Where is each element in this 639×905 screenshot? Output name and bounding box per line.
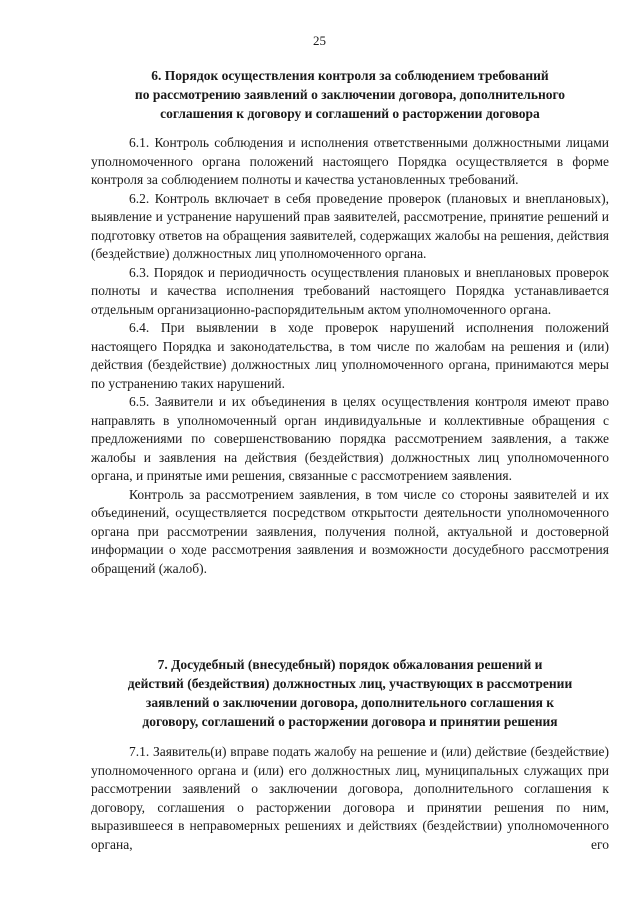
section-7-heading-line: заявлений о заключении договора, дополнительного соглашения к <box>145 695 555 710</box>
paragraph-6-control: Контроль за рассмотрением заявления, в том числе со стороны заявителей и их объединений, осуществляется посредством открытости деятельности уполномоченного органа при рассмотрении заявления, получения полной, актуальной и достоверной информации о ходе рассмотрения заявления и возможности досудебного рассмотрения обращений (жалоб). <box>91 486 609 576</box>
section-6-heading-line: соглашения к договору и соглашений о расторжении договора <box>160 106 540 121</box>
paragraph-6-3: 6.3. Порядок и периодичность осуществления плановых и внеплановых проверок полноты и качества исполнения требований настоящего Порядка устанавливается отдельным организационно-распорядительным актом уполномоченного органа. <box>91 264 609 317</box>
paragraph-6-5: 6.5. Заявители и их объединения в целях осуществления контроля имеют право направлять в уполномоченный орган индивидуальные и коллективные обращения с предложениями по совершенствованию порядка рассмотрением заявления, а также жалобы и заявления на действия (бездействия) должностных лиц уполномоченного органа, и принятые ими решения, связанные с рассмотрением заявления. <box>91 394 609 483</box>
paragraph-7-1: 7.1. Заявитель(и) вправе подать жалобу на решение и (или) действие (бездействие) уполномоченного органа и (или) его должностных лиц, муниципальных служащих при рассмотрении заявлений о заключении договора, дополнительного соглашения к договору, соглашения о расторжении договора и принятии решения по ним, выразившееся в неправомерных решениях и действиях (бездействии) уполномоченного органа, его <box>91 744 609 852</box>
paragraph-6-1: 6.1. Контроль соблюдения и исполнения ответственными должностными лицами уполномоченного органа положений настоящего Порядка осуществляется в форме контроля за соблюдением полноты и качества установленных требований. <box>91 135 609 187</box>
section-7-heading <box>91 655 609 731</box>
section-7-body <box>91 743 609 854</box>
paragraph-6-4: 6.4. При выявлении в ходе проверок нарушений исполнения положений настоящего Порядка и законодательства, в том числе по жалобам на решения и (или) действия (бездействие) должностных лиц уполномоченного органа, принимаются меры по устранению таких нарушений. <box>91 320 609 391</box>
section-7-heading-line: действий (бездействия) должностных лиц, участвующих в рассмотрении <box>127 676 573 691</box>
section-6-heading <box>91 66 609 123</box>
section-7-heading-line: договору, соглашений о расторжении договора и принятии решения <box>142 714 558 729</box>
page-number: 25 <box>313 33 326 48</box>
section-6-heading-line: по рассмотрению заявлений о заключении договора, дополнительного <box>134 87 566 102</box>
section-6-body <box>91 134 609 578</box>
section-6-heading-line: 6. Порядок осуществления контроля за соблюдением требований <box>151 68 549 83</box>
paragraph-6-2: 6.2. Контроль включает в себя проведение проверок (плановых и внеплановых), выявление и устранение нарушений прав заявителей, рассмотрение, принятие решений и подготовку ответов на обращения заявителей, содержащих жалобы на решения, действия (бездействие) должностных лиц уполномоченного органа. <box>91 190 609 261</box>
section-7-heading-line: 7. Досудебный (внесудебный) порядок обжалования решений и <box>157 657 543 672</box>
